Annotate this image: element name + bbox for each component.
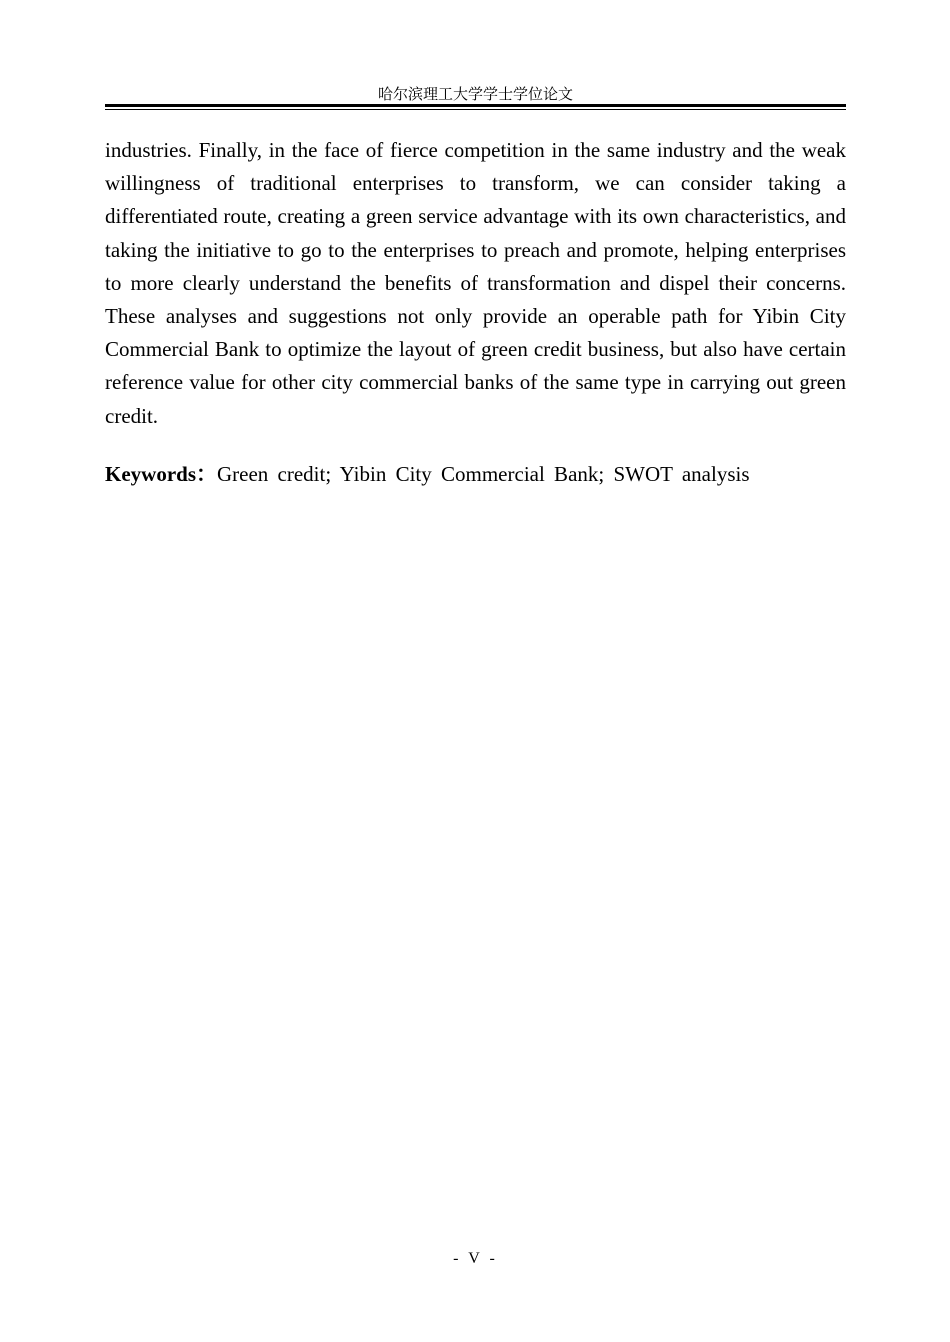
header-rule-thin xyxy=(105,109,846,110)
header-rule-thick xyxy=(105,104,846,107)
keywords-line xyxy=(105,458,846,491)
page-number: - V - xyxy=(453,1250,498,1267)
keywords-text: Green credit; Yibin City Commercial Bank; SWOT analysis xyxy=(217,462,750,486)
abstract-paragraph: industries. Finally, in the face of fierce competition in the same industry and the weak willingness of traditional enterprises to transform, we can consider taking a differentiated route, creating a green service advantage with its own characteristics, and taking the initiative to go to the enterprises to preach and promote, helping enterprises to more clearly understand the benefits of transformation and dispel their concerns. These analyses and suggestions not only provide an operable path for Yibin City Commercial Bank to optimize the layout of green credit business, but also have certain reference value for other city commercial banks of the same type in carrying out green credit. xyxy=(105,138,846,428)
keywords-label: Keywords： xyxy=(105,462,217,486)
running-header: 哈尔滨理工大学学士学位论文 xyxy=(377,85,573,103)
